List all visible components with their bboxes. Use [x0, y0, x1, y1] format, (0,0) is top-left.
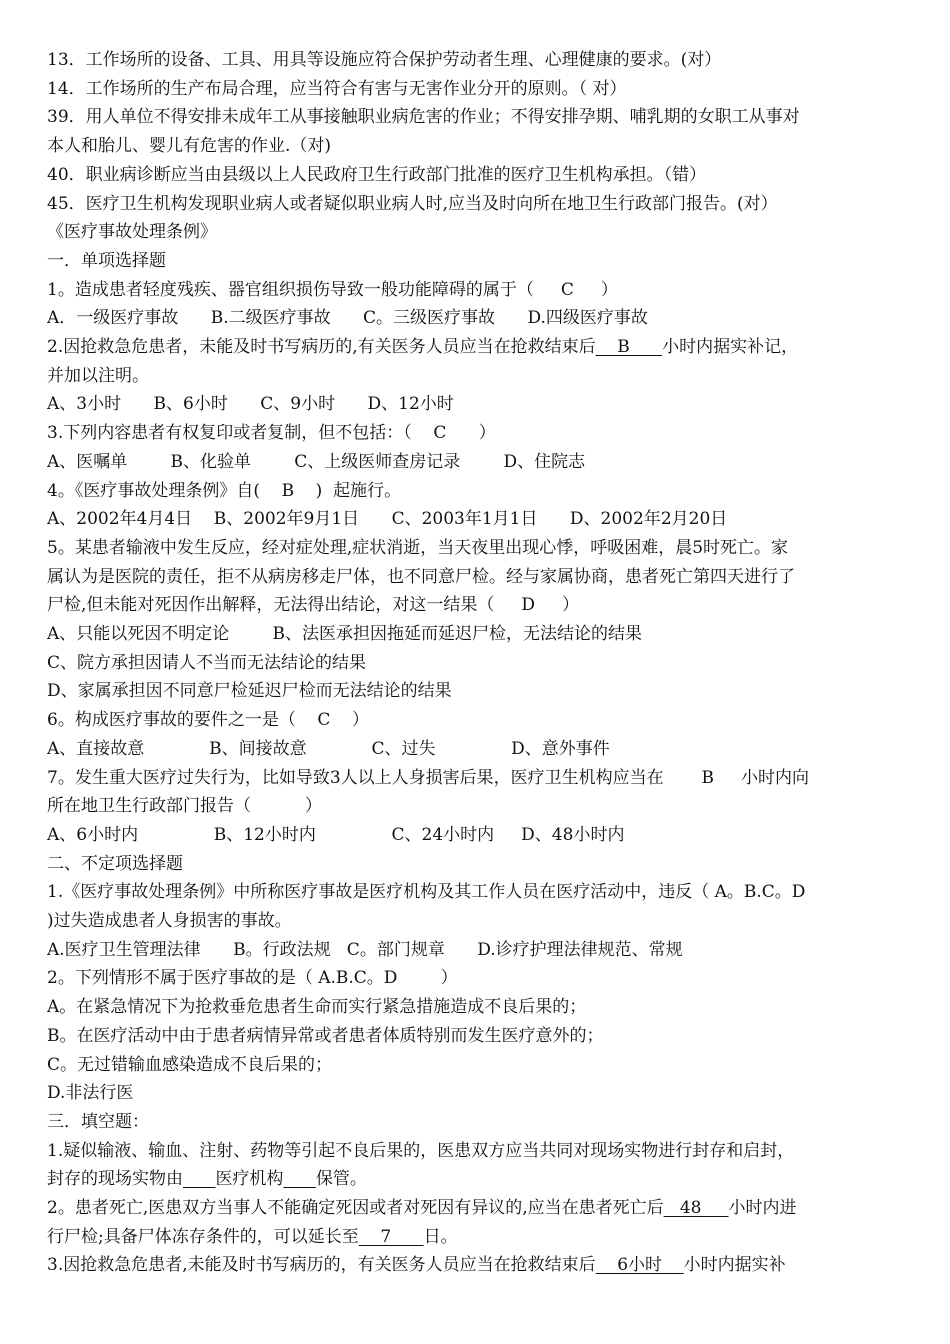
text-line: D、家属承担因不同意尸检延迟尸检而无法结论的结果: [47, 681, 452, 701]
fill-blank-answer: B: [595, 337, 663, 357]
text-line: 所在地卫生行政部门报告（ ）: [47, 796, 323, 816]
text-line: [47, 1225, 950, 1249]
text-line: 45．医疗卫生机构发现职业病人或者疑似职业病人时,应当及时向所在地卫生行政部门报告。(对）: [47, 194, 778, 214]
text-line: 1.疑似输液、输血、注射、药物等引起不良后果的，医患双方应当共同对现场实物进行封存和启封，: [47, 1141, 795, 1161]
text-segment: 行尸检;具备尸体冻存条件的，可以延长至: [47, 1227, 359, 1247]
text-line: 2。下列情形不属于医疗事故的是（ A.B.C。D ）: [47, 968, 458, 988]
text-line: [47, 1167, 950, 1191]
text-line: C。无过错输血感染造成不良后果的；: [47, 1055, 333, 1075]
fill-blank-answer: 6小时: [595, 1255, 684, 1275]
text-line: 39．用人单位不得安排未成年工从事接触职业病危害的作业；不得安排孕期、哺乳期的女职工从事对: [47, 107, 800, 127]
text-segment: 保管。: [315, 1169, 367, 1189]
fill-blank-answer: 7: [358, 1227, 424, 1247]
text-segment: 小时内进: [728, 1198, 797, 1218]
text-line: 1。造成患者轻度残疾、器官组织损伤导致一般功能障碍的属于（ C ）: [47, 280, 618, 300]
text-line: [47, 1196, 950, 1220]
fill-blank-answer: [283, 1169, 315, 1189]
text-line: 3.下列内容患者有权复印或者复制，但不包括：（ C ）: [47, 423, 496, 443]
fill-blank-answer: 48: [663, 1198, 729, 1218]
text-line: 13．工作场所的设备、工具、用具等设施应符合保护劳动者生理、心理健康的要求。(对）: [47, 50, 722, 70]
text-line: 1.《医疗事故处理条例》中所称医疗事故是医疗机构及其工作人员在医疗活动中，违反（ A。B.C。D: [47, 882, 806, 902]
text-line: A、3小时 B、6小时 C、9小时 D、12小时: [47, 394, 454, 414]
text-line: 14．工作场所的生产布局合理，应当符合有害与无害作业分开的原则。（ 对）: [47, 79, 627, 99]
text-line: 三．填空题：: [47, 1112, 149, 1132]
text-line: )过失造成患者人身损害的事故。: [47, 911, 292, 931]
text-segment: 封存的现场实物由: [47, 1169, 183, 1189]
text-line: 二、不定项选择题: [47, 854, 183, 874]
text-line: A、2002年4月4日 B、2002年9月1日 C、2003年1月1日 D、2002年2月20日: [47, 509, 728, 529]
text-line: 6。构成医疗事故的要件之一是（ C ）: [47, 710, 370, 730]
text-line: A、只能以死因不明定论 B、法医承担因拖延而延迟尸检，无法结论的结果: [47, 624, 642, 644]
text-segment: 2.因抢救急危患者，未能及时书写病历的,有关医务人员应当在抢救结束后: [47, 337, 596, 357]
text-line: 属认为是医院的责任，拒不从病房移走尸体，也不同意尸检。经与家属协商，患者死亡第四天进行了: [47, 567, 795, 587]
text-line: [47, 1253, 950, 1277]
text-line: 5。某患者输液中发生反应，经对症处理,症状消逝，当天夜里出现心悸，呼吸困难，晨5时死亡。家: [47, 538, 789, 558]
text-segment: 日。: [423, 1227, 458, 1247]
text-line: D.非法行医: [47, 1083, 134, 1103]
text-segment: 3.因抢救急危患者,未能及时书写病历的，有关医务人员应当在抢救结束后: [47, 1255, 596, 1275]
text-segment: 医疗机构: [215, 1169, 284, 1189]
text-line: 40．职业病诊断应当由县级以上人民政府卫生行政部门批准的医疗卫生机构承担。（错）: [47, 165, 707, 185]
text-line: 4。《医疗事故处理条例》自( B ) 起施行。: [47, 481, 402, 501]
text-line: A、医嘱单 B、化验单 C、上级医师查房记录 D、住院志: [47, 452, 586, 472]
text-line: [47, 335, 950, 359]
text-line: 尸检,但未能对死因作出解释，无法得出结论，对这一结果（ D ）: [47, 595, 580, 615]
text-line: 本人和胎儿、婴儿有危害的作业.（对): [47, 136, 332, 156]
text-line: 7。发生重大医疗过失行为，比如导致3人以上人身损害后果，医疗卫生机构应当在 B 小时内向: [47, 768, 809, 788]
text-line: C、院方承担因请人不当而无法结论的结果: [47, 653, 367, 673]
text-segment: 小时内据实补记，: [662, 337, 799, 357]
text-line: 一．单项选择题: [47, 251, 166, 271]
text-line: A、6小时内 B、12小时内 C、24小时内 D、48小时内: [47, 825, 625, 845]
text-line: 并加以注明。: [47, 366, 149, 386]
fill-blank-answer: [183, 1169, 215, 1189]
text-segment: 2。患者死亡,医患双方当事人不能确定死因或者对死因有异议的,应当在患者死亡后: [47, 1198, 664, 1218]
text-line: A、直接故意 B、间接故意 C、过失 D、意外事件: [47, 739, 610, 759]
text-segment: 小时内据实补: [683, 1255, 786, 1275]
text-line: B。在医疗活动中由于患者病情异常或者患者体质特别而发生医疗意外的；: [47, 1026, 604, 1046]
text-line: A．一级医疗事故 B.二级医疗事故 C。三级医疗事故 D.四级医疗事故: [47, 308, 648, 328]
text-line: A.医疗卫生管理法律 B。行政法规 C。部门规章 D.诊疗护理法律规范、常规: [47, 940, 683, 960]
text-line: A。在紧急情况下为抢救垂危患者生命而实行紧急措施造成不良后果的；: [47, 997, 587, 1017]
text-line: 《医疗事故处理条例》: [47, 222, 217, 242]
